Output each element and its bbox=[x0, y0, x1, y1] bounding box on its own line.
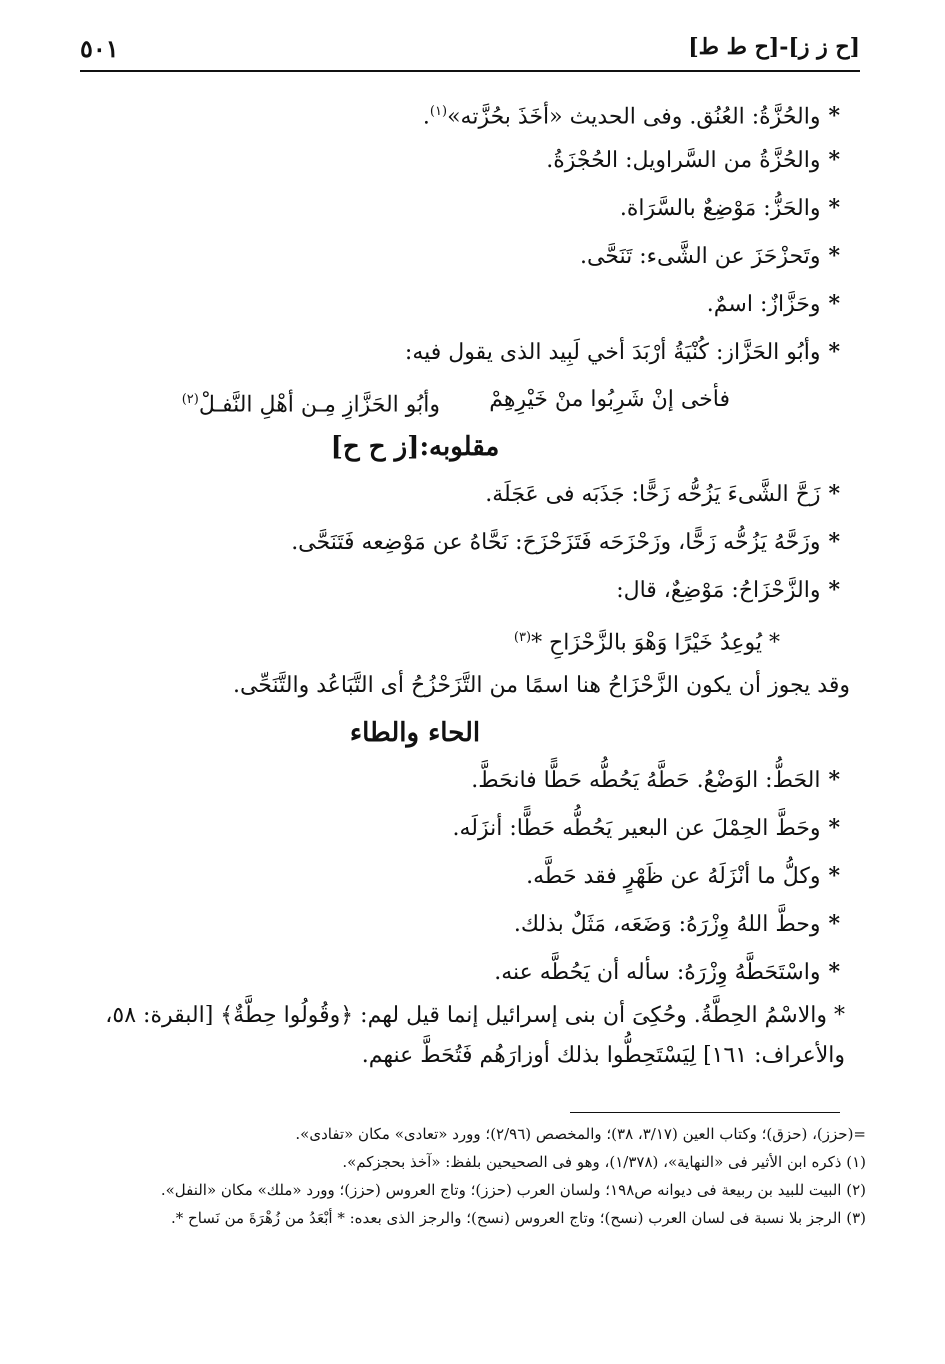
entry-line: *وزَحَّهُ يَزُحُّه زَحًّا، وزَحْزَحَه فَتَزَحْزَحَ: نَحَّاهُ عن مَوْضِعه فَتَنَحَّى. bbox=[291, 529, 840, 555]
verse-hemistich: فأخى إنْ شَرِبُوا منْ خَيْرِهِمْ bbox=[489, 387, 730, 412]
header-rule bbox=[80, 70, 860, 72]
footnotes bbox=[96, 1120, 866, 1232]
footnote: (١) ذكره ابن الأثير فى «النهاية»، (١/٣٧٨)، وهو فى الصحيحين بلفظ: «آخذ بحجزكم». bbox=[342, 1153, 866, 1171]
footnote-ref: (٣) bbox=[513, 630, 532, 645]
section-title: مقلوبه:[ز ح ح] bbox=[330, 432, 500, 462]
footnote: =(حزز)، (حزق)؛ وكتاب العين (٣/١٧، ٣٨)؛ والمخصص (٢/٩٦)؛ وورد «تعادى» مكان «تفادى». bbox=[295, 1125, 866, 1143]
verse-line bbox=[150, 376, 840, 424]
footnote-ref: (٢) bbox=[181, 392, 199, 407]
verse-hemistich: وأبُو الحَزَّازِ مِـن أهْلِ النَّفـلْ$^{(٢)}$ bbox=[181, 392, 440, 418]
entry-line: *والحَزُّ: مَوْضِعٌ بالسَّرَاة. bbox=[619, 195, 840, 221]
entry-line: *والحُزَّةُ: العُنُق. وفى الحديث «أخَذَ بحُزَّته»$^{(١)}$. bbox=[422, 103, 840, 130]
footnote: (٣) الرجز بلا نسبة فى لسان العرب (نسح)؛ وتاج العروس (نسح)؛ والرجز الذى بعده: * أبْعَدُ من زُهْرَةَ من نَساح *. bbox=[170, 1209, 866, 1227]
footnote: (٢) البيت للبيد بن ربيعة فى ديوانه ص١٩٨؛ ولسان العرب (حزز)؛ وتاج العروس (حزز)؛ وورد «ملك» مكان «النفل». bbox=[160, 1181, 866, 1199]
entry-line: *واسْتَحَطَّهُ وِزْرَهُ: سأله أن يَحُطَّه عنه. bbox=[494, 959, 840, 985]
entry-line: *وحطَّ اللهُ وِزْرَهُ: وَضَعَه، مَثَلٌ بذلك. bbox=[513, 911, 840, 937]
footnote-ref: (١) bbox=[429, 104, 448, 119]
entry-line: *وكلُّ ما أنْزَلَهُ عن ظَهْرٍ فقد حَطَّه. bbox=[526, 863, 840, 889]
entry-line: *وتَحزْحَزَ عن الشَّىء: تَنَحَّى. bbox=[579, 243, 840, 269]
page-number: ٥٠١ bbox=[80, 34, 119, 63]
root-label: [ح ز ز]-[ح ط ط] bbox=[688, 34, 860, 60]
footnote-rule bbox=[570, 1112, 840, 1113]
page-header bbox=[80, 30, 860, 70]
paragraph: وقد يجوز أن يكون الزَّحْزَاحُ هنا اسمًا من التَّزَحْزُحُ أى التَّبَاعُد والتَّنَحِّى. bbox=[232, 673, 850, 698]
entry-line: *وأبُو الحَزَّاز: كُنْيَةُ أرْبَدَ أخي لَبِيد الذى يقول فيه: bbox=[404, 339, 840, 365]
entry-line: *الحَطُّ: الوَضْعُ. حَطَّهُ يَحُطُّه حَطًّا فانحَطَّ. bbox=[471, 767, 840, 793]
entry-line: *والحُزَّةُ من السَّراويل: الحُجْزَةُ. bbox=[546, 147, 840, 173]
main-text bbox=[150, 88, 850, 996]
final-paragraph: * والاسْمُ الحِطَّةُ. وحُكِىَ أن بنى إسرائيل إنما قيل لهم: ﴿وقُولُوا حِطَّةٌ﴾ [البقرة: ٥٨، والأعراف: ١٦١] لِيَسْتَحِطُّوا بذلك أوزارَهُم فَتُحَطَّ عنهم. bbox=[105, 1003, 845, 1068]
verse-line: * يُوعِدُ خَيْرًا وَهْوَ بالزَّحْزَاحِ *$^{(٣)}$ bbox=[513, 630, 780, 656]
entry-line: *وحَزَّازٌ: اسمٌ. bbox=[706, 291, 840, 317]
entry-line: *زَحَّ الشَّىءَ يَزُحُّه زَحًّا: جَذَبَه فى عَجَلَة. bbox=[485, 481, 840, 507]
section-title: الحاء والطاء bbox=[349, 718, 481, 748]
entry-line: *وحَطَّ الحِمْلَ عن البعير يَحُطُّه حَطًّا: أنزَلَه. bbox=[452, 815, 840, 841]
entry-line: *والزَّحْزَاحُ: مَوْضِعٌ، قال: bbox=[616, 577, 840, 603]
